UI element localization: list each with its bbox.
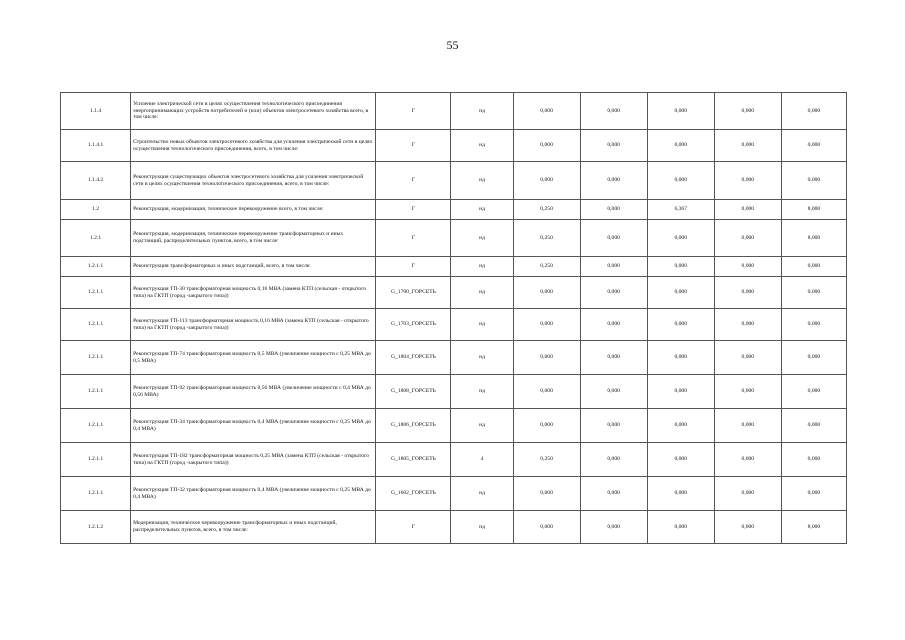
row-unit-cell: нд	[451, 511, 513, 544]
row-name-cell: Реконструкция ТП-182 трансформаторная мощность 0,25 МВА (замена КТП (сельская - открытого типа) на ГКТП (город -закрытого типа))	[131, 443, 376, 477]
row-number-cell: 1.2.1.2	[61, 511, 131, 544]
row-value-cell: 0,000	[647, 443, 714, 477]
row-number-cell: 1.2.1.1	[61, 409, 131, 443]
row-number-cell: 1.1.4.2	[61, 162, 131, 200]
row-value-cell: 0,250	[513, 200, 580, 220]
row-number-cell: 1.1.4.1	[61, 130, 131, 162]
row-value-cell: 0,000	[781, 277, 846, 309]
row-value-cell: 0,000	[580, 277, 647, 309]
row-code-cell: G_1806_ГОРСЕТЬ	[376, 409, 451, 443]
table-row	[61, 375, 847, 409]
row-unit-cell: нд	[451, 162, 513, 200]
row-code-cell: Г	[376, 162, 451, 200]
table-row	[61, 257, 847, 277]
row-value-cell: 0,000	[781, 409, 846, 443]
row-unit-cell: нд	[451, 257, 513, 277]
row-value-cell: 0,000	[647, 277, 714, 309]
row-value-cell: 0,000	[781, 130, 846, 162]
row-code-cell: Г	[376, 220, 451, 257]
row-name-cell: Реконструкция ТП-92 трансформаторная мощность 0,56 МВА (увеличение мощности с 0,4 МВА до 0,56 МВА)	[131, 375, 376, 409]
row-value-cell: 0,000	[647, 162, 714, 200]
row-value-cell: 0,000	[647, 341, 714, 375]
row-name-cell: Реконструкция трансформаторных и иных подстанций, всего, в том числе:	[131, 257, 376, 277]
row-name-cell: Реконструкция ТП-30 трансформаторная мощность 0,16 МВА (замена КТП (сельская - открытого типа) на ГКТП (город -закрытого типа))	[131, 277, 376, 309]
row-unit-cell: нд	[451, 220, 513, 257]
row-value-cell: 0,000	[781, 443, 846, 477]
row-unit-cell: нд	[451, 477, 513, 511]
row-name-cell: Реконструкция существующих объектов электросетевого хозяйства для усиления электрической сети в целях осуществления технологического присоединения, всего, в том числе:	[131, 162, 376, 200]
investment-table	[60, 92, 847, 544]
row-unit-cell: нд	[451, 200, 513, 220]
row-value-cell: 0,000	[714, 257, 781, 277]
row-name-cell: Реконструкция ТП-113 трансформаторная мощность 0,16 МВА (замена КТП (сельская - открытого типа) на ГКТП (город -закрытого типа))	[131, 309, 376, 341]
row-code-cell: Г	[376, 93, 451, 130]
row-value-cell: 0,000	[714, 341, 781, 375]
row-name-cell: Реконструкция ТП-74 трансформаторная мощность 0,5 МВА (увеличение мощности с 0,25 МВА до 0,5 МВА)	[131, 341, 376, 375]
row-number-cell: 1.2.1.1	[61, 375, 131, 409]
row-name-cell: Усиление электрической сети в целях осуществления технологического присоединения энергопринимающих устройств потребителей и (или) объектов электросетевого хозяйства всего, в том числе:	[131, 93, 376, 130]
row-value-cell: 0,000	[714, 130, 781, 162]
table-row	[61, 477, 847, 511]
table-body	[61, 93, 847, 544]
row-value-cell: 0,000	[781, 162, 846, 200]
row-name-cell: Реконструкция, модернизация, техническое перевооружение всего, в том числе:	[131, 200, 376, 220]
row-unit-cell: 4	[451, 443, 513, 477]
row-value-cell: 0,000	[647, 93, 714, 130]
row-value-cell: 0,000	[714, 375, 781, 409]
row-value-cell: 0,000	[714, 309, 781, 341]
table-row	[61, 341, 847, 375]
table-row	[61, 130, 847, 162]
row-value-cell: 0,000	[647, 409, 714, 443]
row-value-cell: 0,000	[580, 511, 647, 544]
row-value-cell: 0,000	[714, 162, 781, 200]
row-code-cell: Г	[376, 257, 451, 277]
row-value-cell: 0,000	[714, 277, 781, 309]
row-value-cell: 0,000	[647, 309, 714, 341]
row-code-cell: G_1804_ГОРСЕТЬ	[376, 341, 451, 375]
row-value-cell: 0,000	[714, 511, 781, 544]
row-code-cell: G_1602_ГОРСЕТЬ	[376, 477, 451, 511]
row-value-cell: 0,000	[647, 130, 714, 162]
row-unit-cell: нд	[451, 93, 513, 130]
row-value-cell: 0,000	[513, 375, 580, 409]
row-number-cell: 1.1.4	[61, 93, 131, 130]
row-code-cell: G_1700_ГОРСЕТЬ	[376, 277, 451, 309]
row-value-cell: 0,250	[513, 220, 580, 257]
row-value-cell: 0,000	[714, 443, 781, 477]
row-unit-cell: нд	[451, 277, 513, 309]
row-value-cell: 0,000	[513, 477, 580, 511]
row-code-cell: Г	[376, 200, 451, 220]
row-value-cell: 6,367	[647, 200, 714, 220]
table-row	[61, 93, 847, 130]
page-number: 55	[446, 38, 459, 52]
row-value-cell: 0,000	[580, 409, 647, 443]
row-number-cell: 1.2.1.1	[61, 477, 131, 511]
row-value-cell: 0,000	[580, 443, 647, 477]
row-value-cell: 0,000	[513, 309, 580, 341]
row-unit-cell: нд	[451, 130, 513, 162]
row-value-cell: 0,000	[513, 162, 580, 200]
row-unit-cell: нд	[451, 341, 513, 375]
row-value-cell: 0,000	[513, 409, 580, 443]
row-name-cell: Модернизация, техническое перевооружение трансформаторных и иных подстанций, распределительных пунктов, всего, в том числе:	[131, 511, 376, 544]
row-value-cell: 0,000	[647, 220, 714, 257]
row-number-cell: 1.2.1.1	[61, 309, 131, 341]
row-value-cell: 0,000	[513, 511, 580, 544]
row-code-cell: Г	[376, 511, 451, 544]
row-number-cell: 1.2.1.1	[61, 443, 131, 477]
row-value-cell: 0,000	[513, 130, 580, 162]
row-value-cell: 0,000	[580, 220, 647, 257]
row-value-cell: 0,000	[714, 200, 781, 220]
row-value-cell: 0,000	[513, 93, 580, 130]
row-value-cell: 0,000	[714, 220, 781, 257]
row-value-cell: 0,250	[513, 443, 580, 477]
row-value-cell: 0,000	[781, 375, 846, 409]
row-value-cell: 8,000	[781, 511, 846, 544]
row-value-cell: 0,000	[647, 477, 714, 511]
table-row	[61, 162, 847, 200]
row-value-cell: 0,000	[580, 93, 647, 130]
row-unit-cell: нд	[451, 375, 513, 409]
table-row	[61, 409, 847, 443]
row-value-cell: 0,000	[714, 93, 781, 130]
row-value-cell: 0,000	[580, 477, 647, 511]
row-value-cell: 0,000	[580, 162, 647, 200]
row-value-cell: 0,000	[580, 257, 647, 277]
row-name-cell: Строительство новых объектов электросетевого хозяйства для усиления электрической сети в целях осуществления технологического присоединения, всего, в том числе:	[131, 130, 376, 162]
table-row	[61, 220, 847, 257]
row-value-cell: 0,000	[513, 341, 580, 375]
row-code-cell: G_1703_ГОРСЕТЬ	[376, 309, 451, 341]
row-value-cell: 0,000	[580, 309, 647, 341]
row-value-cell: 0,000	[647, 375, 714, 409]
row-value-cell: 0,250	[513, 257, 580, 277]
row-name-cell: Реконструкция ТП-32 трансформаторная мощность 0,4 МВА (увеличение мощности с 0,25 МВА до 0,4 МВА)	[131, 477, 376, 511]
row-value-cell: 0,000	[513, 277, 580, 309]
table-row	[61, 511, 847, 544]
row-value-cell: 0,000	[781, 477, 846, 511]
row-value-cell: 0,000	[580, 375, 647, 409]
row-value-cell: 0,000	[781, 341, 846, 375]
row-value-cell: 0,000	[580, 130, 647, 162]
row-value-cell: 0,000	[580, 341, 647, 375]
row-name-cell: Реконструкция, модернизация, техническое перевооружение трансформаторных и иных подстанций, распределительных пунктов, всего, в том числе:	[131, 220, 376, 257]
row-number-cell: 1.2.1.1	[61, 257, 131, 277]
row-code-cell: G_1808_ГОРСЕТЬ	[376, 375, 451, 409]
row-name-cell: Реконструкция ТП-34 трансформаторная мощность 0,4 МВА (увеличение мощности с 0,25 МВА до 0,4 МВА)	[131, 409, 376, 443]
row-value-cell: 0,000	[647, 511, 714, 544]
row-code-cell: G_1805_ГОРСЕТЬ	[376, 443, 451, 477]
row-value-cell: 0,000	[781, 93, 846, 130]
row-value-cell: 0,000	[781, 257, 846, 277]
row-code-cell: Г	[376, 130, 451, 162]
row-value-cell: 8,000	[781, 200, 846, 220]
row-number-cell: 1.2	[61, 200, 131, 220]
row-value-cell: 0,000	[714, 477, 781, 511]
row-unit-cell: нд	[451, 309, 513, 341]
row-value-cell: 8,000	[781, 220, 846, 257]
table-row	[61, 277, 847, 309]
row-number-cell: 1.2.1.1	[61, 277, 131, 309]
row-value-cell: 0,000	[781, 309, 846, 341]
table-row	[61, 443, 847, 477]
row-number-cell: 1.2.1.1	[61, 341, 131, 375]
row-unit-cell: нд	[451, 409, 513, 443]
row-value-cell: 0,000	[714, 409, 781, 443]
row-value-cell: 0,000	[580, 200, 647, 220]
row-value-cell: 0,000	[647, 257, 714, 277]
table-row	[61, 309, 847, 341]
table-row	[61, 200, 847, 220]
row-number-cell: 1.2.1	[61, 220, 131, 257]
